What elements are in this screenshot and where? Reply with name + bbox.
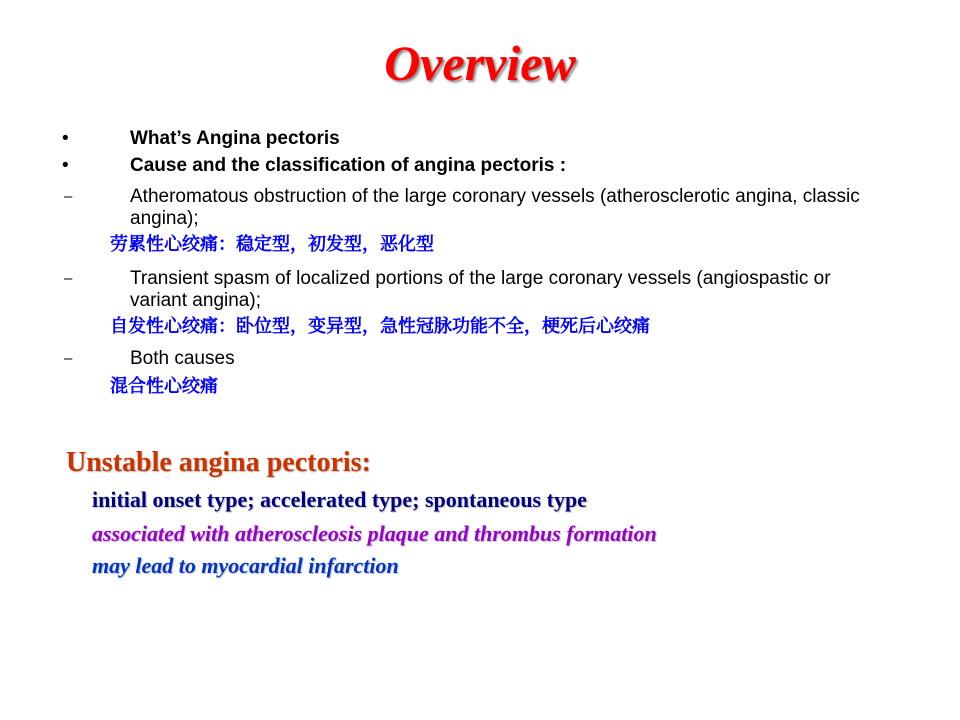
bullet-text: What’s Angina pectoris	[130, 128, 340, 149]
dash-marker: –	[64, 188, 73, 205]
unstable-types-line: initial onset type; accelerated type; spontaneous type	[92, 487, 587, 512]
cause-item	[0, 348, 960, 370]
dash-marker: –	[64, 350, 73, 367]
bullet-marker: •	[62, 128, 69, 149]
bullet-text: Cause and the classification of angina pectoris :	[130, 155, 567, 176]
cause-text: Transient spasm of localized portions of the large coronary vessels (angiospastic or variant angina);	[130, 268, 831, 311]
bullet-item	[0, 128, 960, 150]
cause-text: Atheromatous obstruction of the large coronary vessels (atherosclerotic angina, classic angina);	[130, 186, 860, 229]
slide-title: Overview	[384, 35, 576, 91]
unstable-outcome-line: may lead to myocardial infarction	[92, 553, 399, 578]
cause-chinese-note: 混合性心绞痛	[110, 376, 218, 397]
cause-chinese-note: 劳累性心绞痛：稳定型，初发型，恶化型	[110, 234, 434, 255]
cause-text: Both causes	[130, 348, 235, 369]
cause-chinese-note: 自发性心绞痛：卧位型，变异型，急性冠脉功能不全，梗死后心绞痛	[110, 316, 650, 337]
bullet-item	[0, 155, 960, 177]
unstable-association-line: associated with atheroscleosis plaque and thrombus formation	[92, 521, 657, 546]
bullet-marker: •	[62, 155, 69, 176]
cause-item	[0, 186, 960, 230]
cause-item	[0, 268, 960, 312]
unstable-heading: Unstable angina pectoris:	[66, 447, 371, 478]
dash-marker: –	[64, 270, 73, 287]
